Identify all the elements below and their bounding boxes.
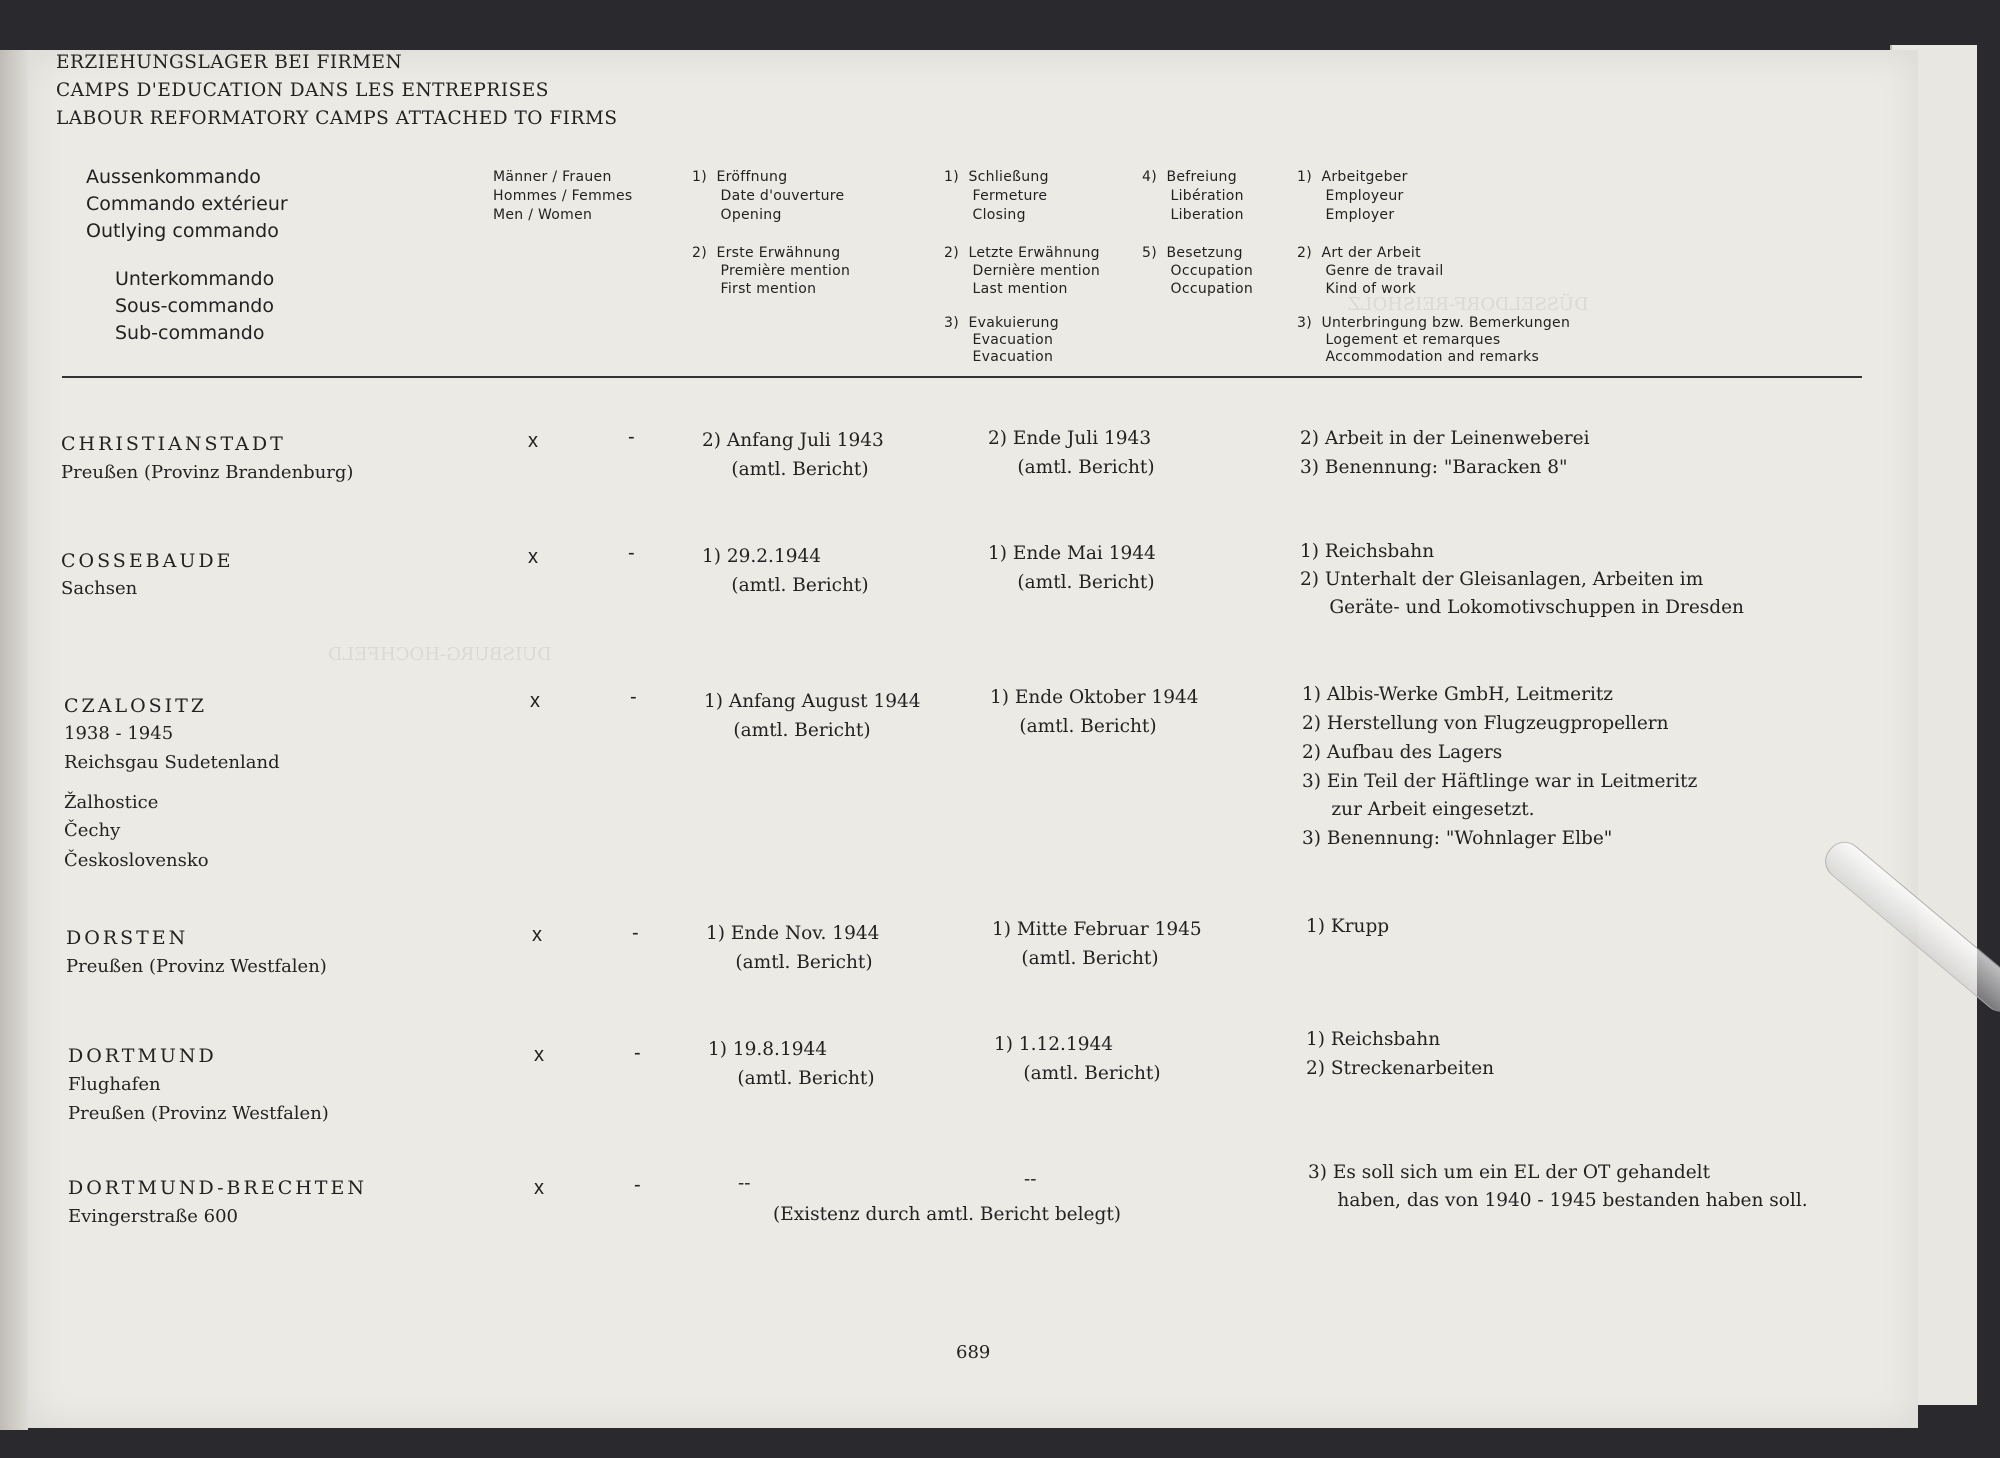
entry-years: 1938 - 1945	[64, 723, 174, 744]
entry-location: Flughafen	[68, 1074, 161, 1095]
open-date: 1) Anfang August 1944	[704, 691, 921, 712]
open-date: 1) Ende Nov. 1944	[706, 923, 880, 944]
entry-name: COSSEBAUDE	[61, 550, 234, 572]
header-divider	[62, 376, 1862, 378]
women-mark: -	[630, 686, 637, 708]
remark: 3) Ein Teil der Häftlinge war in Leitmeritz	[1302, 771, 1698, 792]
remark: 2) Arbeit in der Leinenweberei	[1300, 428, 1590, 449]
remark: 3) Benennung: "Baracken 8"	[1300, 457, 1568, 478]
open-source: (amtl. Bericht)	[702, 575, 869, 596]
remark: Geräte- und Lokomotivschuppen in Dresden	[1300, 597, 1744, 618]
entry-country: Československo	[64, 850, 209, 871]
remark: 1) Albis-Werke GmbH, Leitmeritz	[1302, 684, 1614, 705]
open-source: (amtl. Bericht)	[706, 952, 873, 973]
open-dash: --	[738, 1173, 751, 1194]
close-date: 2) Ende Juli 1943	[988, 428, 1152, 449]
remark: 1) Krupp	[1306, 916, 1390, 937]
remark: 1) Reichsbahn	[1300, 541, 1435, 562]
entry-region: Preußen (Provinz Westfalen)	[68, 1103, 329, 1124]
remark: 2) Aufbau des Lagers	[1302, 742, 1503, 763]
close-source: (amtl. Bericht)	[994, 1063, 1161, 1084]
entry-region: Preußen (Provinz Westfalen)	[66, 956, 327, 977]
title-en: LABOUR REFORMATORY CAMPS ATTACHED TO FIRMS	[56, 108, 618, 129]
entry-name: CHRISTIANSTADT	[61, 433, 286, 455]
existence-note: (Existenz durch amtl. Bericht belegt)	[773, 1204, 1121, 1225]
women-mark: -	[632, 922, 639, 944]
remark: haben, das von 1940 - 1945 bestanden haben soll.	[1308, 1190, 1808, 1211]
close-source: (amtl. Bericht)	[992, 948, 1159, 969]
men-mark: x	[534, 1177, 544, 1199]
remark: 2) Streckenarbeiten	[1306, 1058, 1495, 1079]
women-mark: -	[634, 1174, 641, 1196]
remark: 2) Herstellung von Flugzeugpropellern	[1302, 713, 1669, 734]
entry-region: Preußen (Provinz Brandenburg)	[61, 462, 354, 483]
show-through-text: DUISBURG-HOCHFELD	[328, 644, 552, 665]
women-mark: -	[634, 1042, 641, 1064]
close-source: (amtl. Bericht)	[990, 716, 1157, 737]
title-de: ERZIEHUNGSLAGER BEI FIRMEN	[56, 52, 403, 73]
open-date: 1) 19.8.1944	[708, 1039, 828, 1060]
entry-name: CZALOSITZ	[64, 695, 208, 717]
document-page: DÜSSELDORF-REISHOLZ DUISBURG-HOCHFELD ERZIEHUNGSLAGER BEI FIRMEN CAMPS D'EDUCATION DANS LES ENTREPRISES LABOUR REFORMATORY CAMPS ATTACHED TO FIRMS Aussenkommando Commando extérieur Outlying commando Unterkommando Sous-commando Sub-commando Männer / Frauen Hommes / Femmes Men / Women 1) Eröffnung Date d'ouverture Opening 2) Erste Erwähnung Première mention First mention 1) Schließung Fermeture Closing 2) Letzte Erwähnung Dernière mention Last mention 3) Evakuierung Evacuation Evacuation 4) Befreiung Libération Liberation 5) Besetzung Occupation Occupation 1) Arbeitgeber Employeur Employer 2) Art der Arbeit Genre de travail Kind of work 3) Unterbringung bzw. Bemerkungen Logement et remarques Accommodation and remarks CHRISTIANSTADT Preußen (Provinz Brandenburg) x - 2) Anfang Juli 1943 (amtl. Bericht) 2) Ende Juli 1943 (amtl. Bericht) 2) Arbeit in der Leinenweberei 3) Benennung: "Baracken 8" COSSEBAUDE Sachsen x - 1) 29.2.1944 (amtl. Bericht) 1) Ende Mai 1944 (amtl. Bericht) 1) Reichsbahn 2) Unterhalt der Gleisanlagen, Arbeiten im Geräte- und Lokomotivschuppen in Dresden CZALOSITZ 1938 - 1945 Reichsgau Sudetenland Žalhostice Čechy Československo x - 1) Anfang August 1944 (amtl. Bericht) 1) Ende Oktober 1944 (amtl. Bericht) 1) Albis-Werke GmbH, Leitmeritz 2) Herstellung von Flugzeugpropellern 2) Aufbau des Lagers 3) Ein Teil der Häftlinge war in Leitmeritz zur Arbeit eingesetzt. 3) Benennung: "Wohnlager Elbe" DORSTEN Preußen (Provinz Westfalen) x - 1) Ende Nov. 1944 (amtl. Bericht) 1) Mitte Februar 1945 (amtl. Bericht) 1) Krupp DORTMUND Flughafen Preußen (Provinz Westfalen) x - 1) 19.8.1944 (amtl. Bericht) 1) 1.12.1944 (amtl. Bericht) 1) Reichsbahn 2) Streckenarbeiten DORTMUND-BRECHTEN Evingerstraße 600 x - -- -- (Existenz durch amtl. Bericht belegt) 3) Es soll sich um ein EL der OT gehandelt haben, das von 1940 - 1945 bestanden haben soll. 689	[28, 50, 1918, 1428]
men-mark: x	[530, 690, 540, 712]
entry-czech-region: Čechy	[64, 820, 121, 841]
entry-name: DORTMUND	[68, 1045, 217, 1067]
men-mark: x	[532, 924, 542, 946]
close-date: 1) Ende Mai 1944	[988, 543, 1156, 564]
close-date: 1) Ende Oktober 1944	[990, 687, 1199, 708]
entry-region: Sachsen	[61, 578, 138, 599]
close-date: 1) Mitte Februar 1945	[992, 919, 1202, 940]
page-number: 689	[956, 1342, 991, 1363]
open-source: (amtl. Bericht)	[708, 1068, 875, 1089]
close-source: (amtl. Bericht)	[988, 572, 1155, 593]
show-through-text: DÜSSELDORF-REISHOLZ	[1348, 294, 1589, 315]
men-mark: x	[528, 430, 538, 452]
women-mark: -	[628, 426, 635, 448]
men-mark: x	[528, 546, 538, 568]
remark: 3) Es soll sich um ein EL der OT gehandelt	[1308, 1162, 1711, 1183]
entry-czech-name: Žalhostice	[64, 792, 159, 813]
remark: 1) Reichsbahn	[1306, 1029, 1441, 1050]
close-source: (amtl. Bericht)	[988, 457, 1155, 478]
entry-name: DORTMUND-BRECHTEN	[68, 1177, 367, 1199]
open-source: (amtl. Bericht)	[702, 459, 869, 480]
open-source: (amtl. Bericht)	[704, 720, 871, 741]
remark: 3) Benennung: "Wohnlager Elbe"	[1302, 828, 1613, 849]
close-date: 1) 1.12.1944	[994, 1034, 1114, 1055]
entry-region: Reichsgau Sudetenland	[64, 752, 280, 773]
remark: 2) Unterhalt der Gleisanlagen, Arbeiten im	[1300, 569, 1704, 590]
entry-name: DORSTEN	[66, 927, 189, 949]
women-mark: -	[628, 542, 635, 564]
close-dash: --	[1024, 1169, 1037, 1190]
remark: zur Arbeit eingesetzt.	[1302, 799, 1535, 820]
open-date: 1) 29.2.1944	[702, 546, 822, 567]
entry-address: Evingerstraße 600	[68, 1206, 238, 1227]
title-fr: CAMPS D'EDUCATION DANS LES ENTREPRISES	[56, 80, 549, 101]
book-spine-edge	[0, 50, 28, 1430]
open-date: 2) Anfang Juli 1943	[702, 430, 884, 451]
men-mark: x	[534, 1044, 544, 1066]
